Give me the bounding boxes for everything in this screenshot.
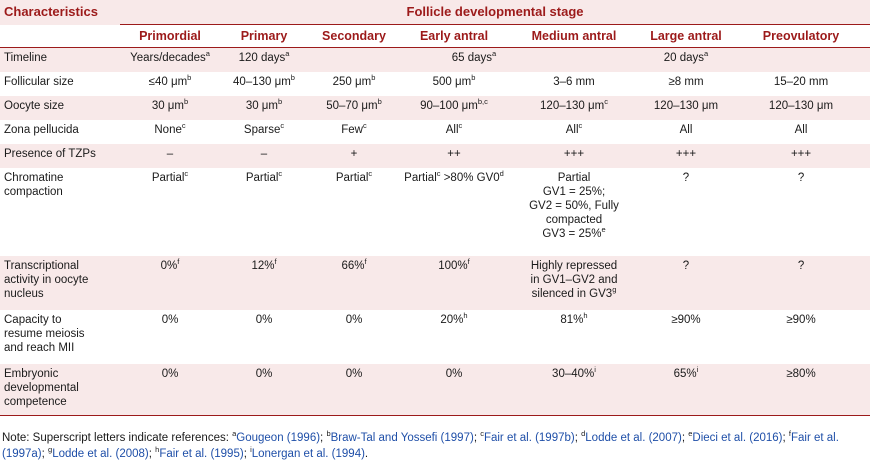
stage-header: Primary: [240, 29, 288, 43]
reference-link[interactable]: Dieci et al. (2016): [692, 432, 783, 444]
stage-group-header: Follicle developmental stage: [120, 0, 870, 25]
table-cell: All$^c$: [565, 120, 583, 136]
table-cell: 0%: [345, 313, 363, 326]
empty-header-cell: [0, 25, 120, 48]
table-row-tzps: [0, 144, 870, 168]
table-row-chromatine: [0, 168, 870, 256]
table-cell: 66%$^f$: [308, 256, 400, 310]
ref-separator: ;: [574, 432, 582, 444]
characteristics-header: Characteristics: [0, 0, 120, 25]
table-cell: 30 $\mu m^b$: [220, 96, 308, 120]
ref-separator: ;: [320, 432, 327, 444]
table-cell: +++: [640, 144, 732, 168]
table-cell: 12%$^f$: [220, 256, 308, 310]
ref-marker: b: [326, 429, 331, 439]
table-cell: 120 days$^a$: [220, 48, 308, 72]
table-cell: Partial GV1 = 25%; GV2 = 50%, Fully compacted GV3 = 25%$^e$: [529, 171, 619, 240]
table-cell: ≥90%: [786, 313, 816, 326]
table-cell: +++: [508, 144, 640, 168]
table-cell: 0%: [255, 313, 273, 326]
stage-header: Primordial: [139, 29, 201, 43]
row-label: Follicular size: [4, 75, 74, 88]
row-label: Embryonic developmental competence: [0, 364, 120, 416]
table-cell: ?: [640, 256, 732, 310]
row-label: Presence of TZPs: [0, 144, 120, 168]
table-row-meiosis: [0, 310, 870, 364]
table-cell: 40–130 $\mu m^b$: [233, 72, 295, 88]
table-cell: Partial$^c$: [335, 168, 373, 184]
reference-link[interactable]: Braw-Tal and Yossefi (1997): [330, 432, 474, 444]
reference-link[interactable]: Fair et al. (1997a): [2, 432, 839, 460]
table-cell: 0%: [400, 364, 508, 416]
ref-marker: f: [788, 429, 791, 439]
row-label: Timeline: [0, 48, 120, 72]
ref-marker: g: [48, 445, 53, 455]
table-cell: 500 $\mu m^b$: [432, 72, 476, 88]
reference-link[interactable]: Fair et al. (1997b): [483, 432, 575, 444]
reference-link[interactable]: Lodde et al. (2008): [52, 448, 149, 460]
table-note: Note: Superscript letters indicate references: $^a$Gougeon (1996); $^b$Braw-Tal and Yossefi (1997); $^c$Fair et al. (1997b); $^d$Lodde et al. (2007); $^e$Dieci et al. (2016); $^f$Fair et al. (1997a); $^g$Lodde et al. (2008); $^h$Fair et al. (1995); $^i$Lonergan et al. (1994).: [2, 429, 839, 460]
table-cell: 30–40%$^i$: [508, 364, 640, 416]
table-cell: 0%: [308, 364, 400, 416]
table-cell: 100%$^f$: [400, 256, 508, 310]
row-label: Chromatine compaction: [4, 171, 64, 198]
table-cell: –: [120, 144, 220, 168]
table-cell: ≤40 $\mu m^b$: [148, 72, 192, 88]
stage-header: Preovulatory: [762, 29, 840, 43]
stage-header: Medium antral: [531, 29, 617, 43]
ref-marker: e: [688, 429, 693, 439]
table-cell: +: [308, 144, 400, 168]
table-cell: –: [220, 144, 308, 168]
table-cell: Partial$^c$ >80% GV0$^d$: [404, 168, 504, 184]
table-cell: ++: [400, 144, 508, 168]
table-cell: Partial$^c$: [151, 168, 189, 184]
table-cell: Highly repressed in GV1–GV2 and silenced in GV3$^g$: [508, 256, 640, 310]
table-cell: 20 days$^a$: [640, 48, 732, 72]
table-cell: 65%$^i$: [640, 364, 732, 416]
table-cell: 81%$^h$: [560, 310, 588, 326]
row-label: Oocyte size: [0, 96, 120, 120]
table-cell: 20%$^h$: [440, 310, 468, 326]
table-row-follicular-size: [0, 72, 870, 96]
table-cell: ?: [682, 171, 690, 184]
table-cell: All$^c$: [445, 120, 463, 136]
ref-marker: c: [480, 429, 484, 439]
row-label: Capacity to resume meiosis and reach MII: [4, 313, 85, 354]
ref-separator: ;: [473, 432, 481, 444]
table-cell: Sparse$^c$: [243, 120, 285, 136]
table-cell: Few$^c$: [341, 120, 367, 136]
ref-separator: ;: [148, 448, 156, 460]
table-cell: 30 $\mu m^b$: [120, 96, 220, 120]
reference-link[interactable]: Lonergan et al. (1994): [251, 448, 365, 460]
table-cell: 90–100 μm$^{b,c}$: [400, 96, 508, 120]
table-cell: 120–130 $\mu m^c$: [508, 96, 640, 120]
table-cell: 120–130 μm: [640, 96, 732, 120]
ref-separator: .: [364, 448, 369, 460]
table-row-zona-pellucida: [0, 120, 870, 144]
ref-marker: a: [232, 429, 237, 439]
table-cell: ≥8 mm: [668, 75, 704, 88]
table-cell: +++: [732, 144, 870, 168]
ref-separator: ;: [41, 448, 49, 460]
ref-separator: ;: [782, 432, 789, 444]
row-label: Zona pellucida: [4, 123, 79, 136]
table-cell: ?: [797, 171, 805, 184]
table-cell: All: [794, 123, 808, 136]
table-cell: 0%: [161, 313, 179, 326]
ref-separator: ;: [681, 432, 689, 444]
stage-header-row: [0, 25, 870, 48]
table-row-oocyte-size: [0, 96, 870, 120]
table-row-transcription: [0, 256, 870, 310]
row-label: Transcriptional activity in oocyte nucleus: [0, 256, 120, 310]
table-cell: 0%$^f$: [120, 256, 220, 310]
reference-link[interactable]: Gougeon (1996): [236, 432, 321, 444]
stage-header: Early antral: [419, 29, 489, 43]
table-cell: All: [679, 123, 693, 136]
ref-marker: i: [250, 445, 252, 455]
table-cell: 0%: [220, 364, 308, 416]
table-cell: ≥90%: [671, 313, 701, 326]
stage-header: Secondary: [322, 29, 386, 43]
table-cell: None$^c$: [154, 120, 186, 136]
stage-header: Large antral: [650, 29, 722, 43]
table-cell: Partial$^c$: [245, 168, 283, 184]
table-row-embryonic: [0, 364, 870, 416]
ref-marker: h: [155, 445, 160, 455]
table-row-timeline: [0, 48, 870, 72]
table-cell: 3–6 mm: [553, 75, 595, 88]
table-cell: 250 $\mu m^b$: [332, 72, 376, 88]
table-cell: ≥80%: [732, 364, 870, 416]
table-cell: Years/decades$^a$: [120, 48, 220, 72]
table-cell: [732, 48, 870, 72]
header-row: [0, 0, 870, 25]
table-cell: 50–70 $\mu m^b$: [308, 96, 400, 120]
table-cell: 0%: [120, 364, 220, 416]
table-cell: 15–20 mm: [773, 75, 829, 88]
reference-link[interactable]: Fair et al. (1995): [159, 448, 244, 460]
table-cell: ?: [732, 256, 870, 310]
ref-separator: ;: [243, 448, 251, 460]
reference-link[interactable]: Lodde et al. (2007): [585, 432, 682, 444]
table-cell: 120–130 μm: [732, 96, 870, 120]
table-cell: 65 days$^a$: [308, 48, 640, 72]
ref-marker: d: [581, 429, 586, 439]
